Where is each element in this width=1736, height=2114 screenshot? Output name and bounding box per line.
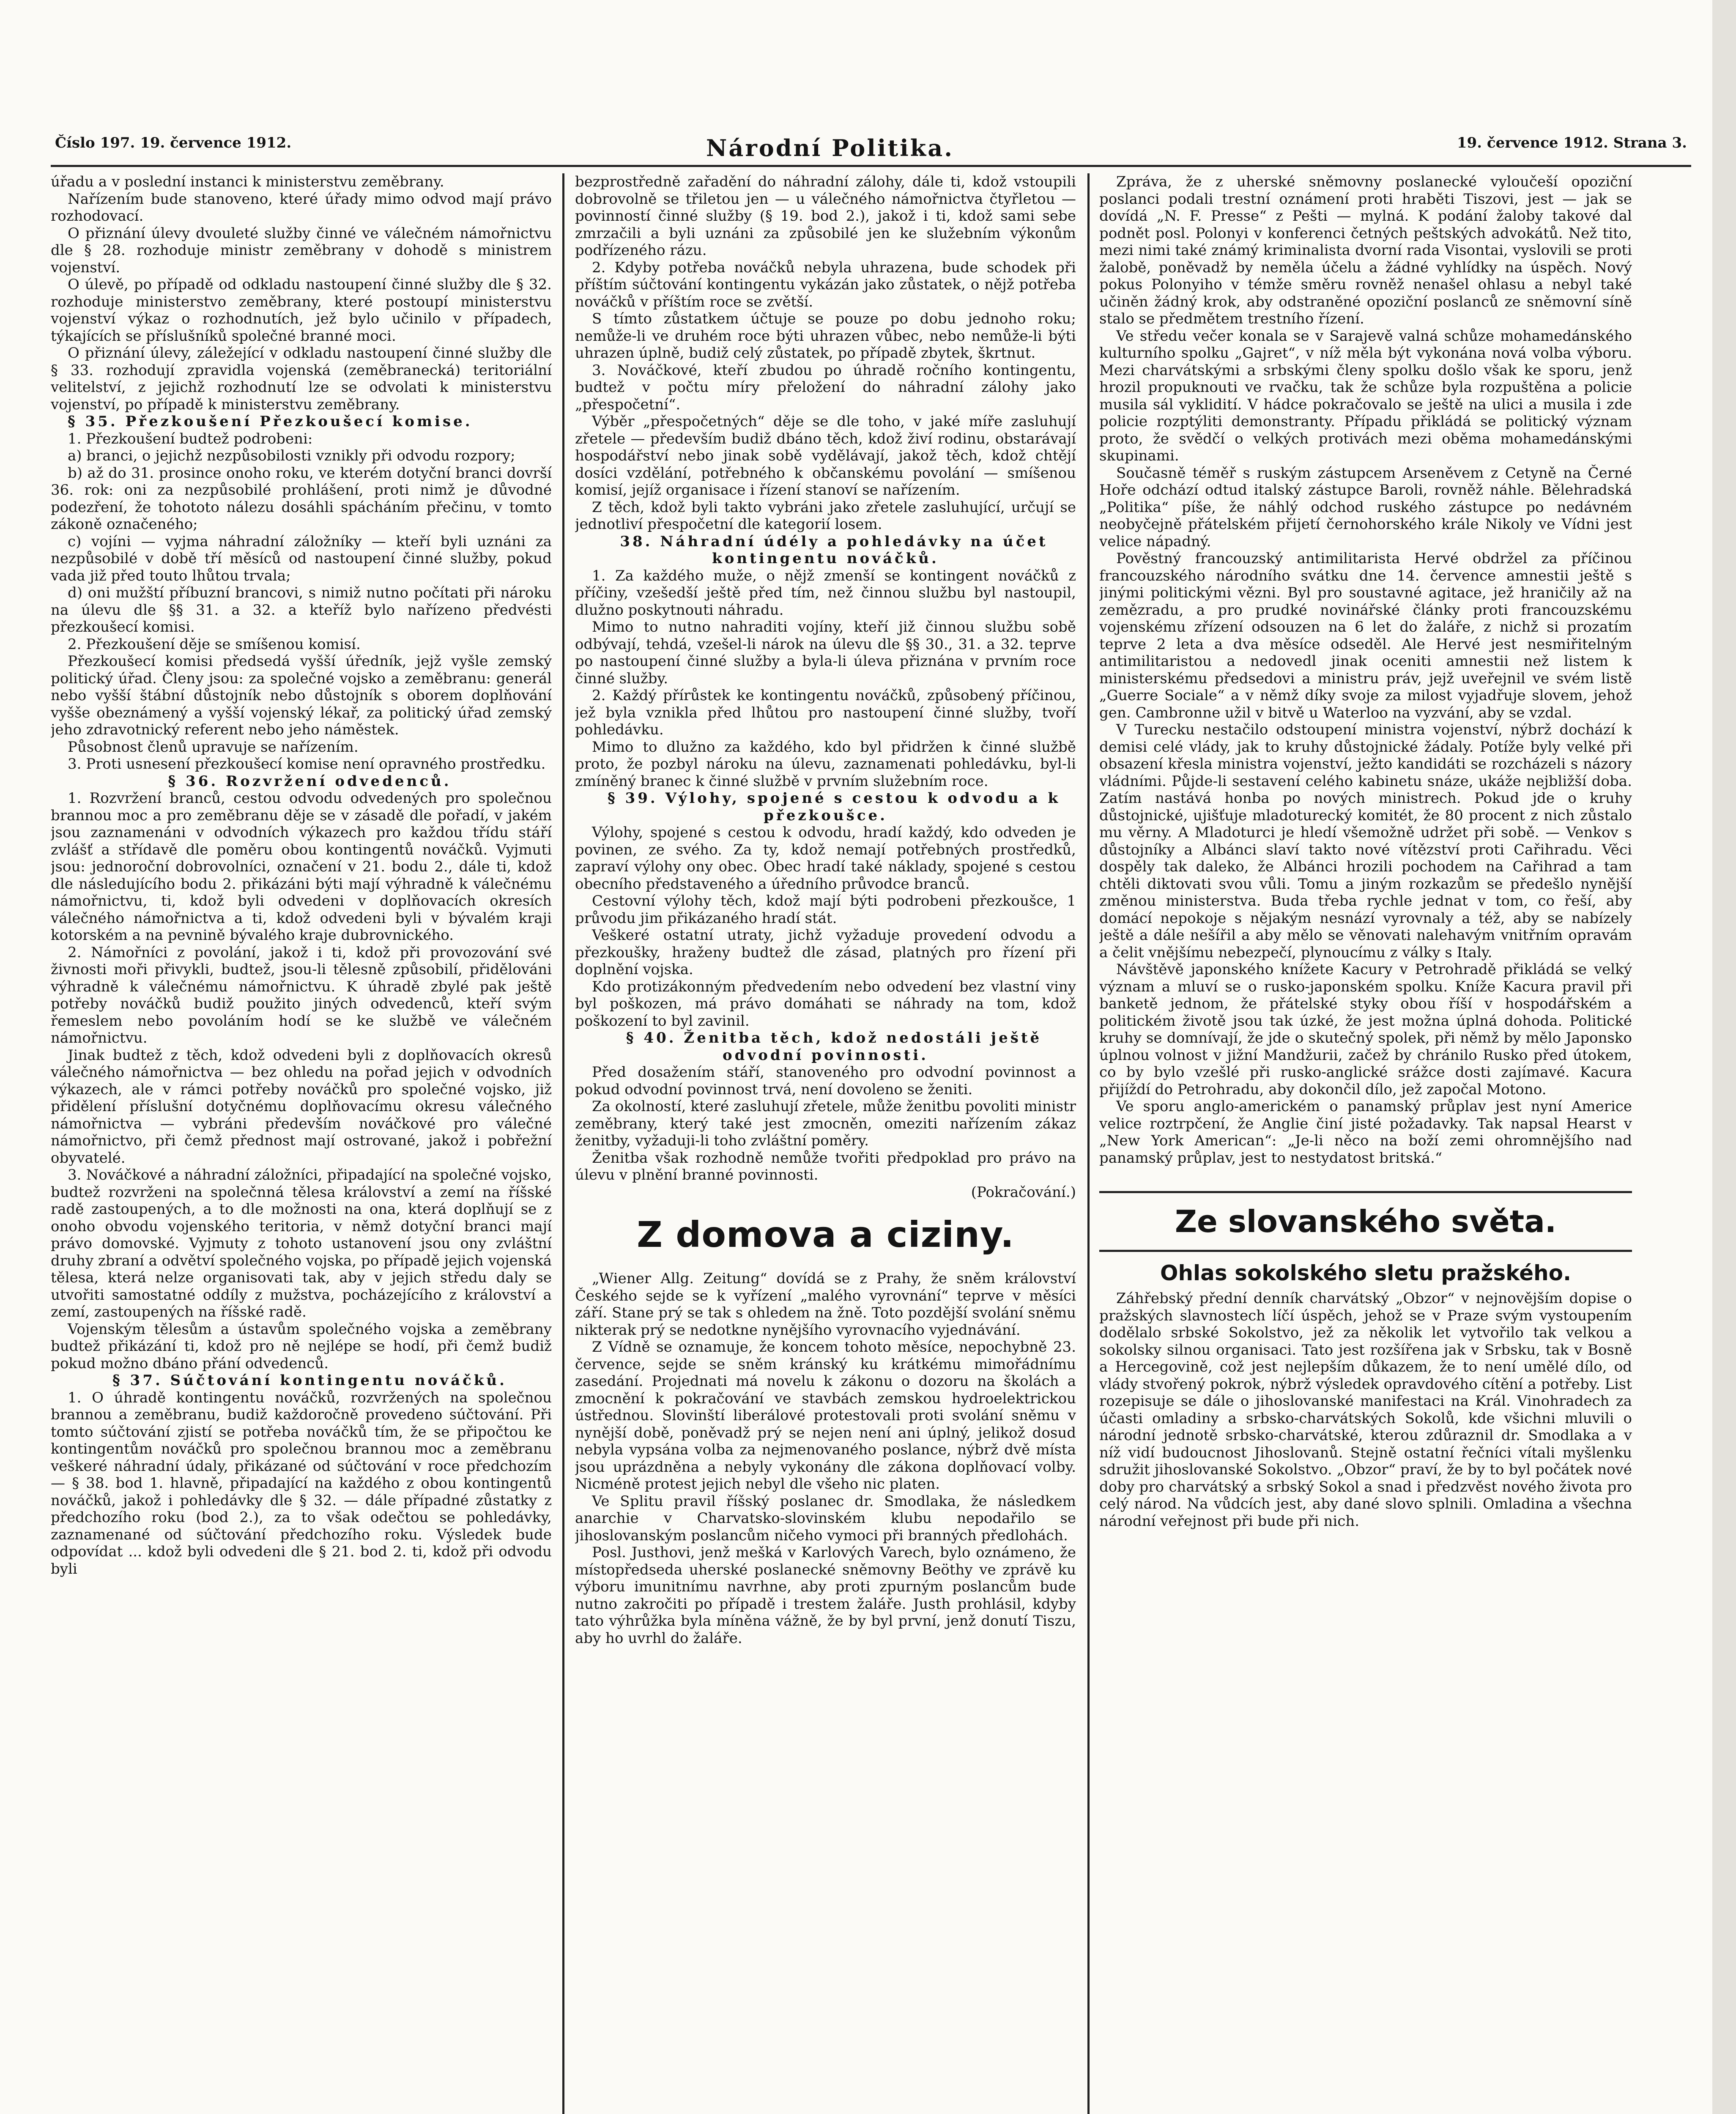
section-box-slavic-world bbox=[1099, 1191, 1632, 1252]
paragraph: 3. Nováčkové a náhradní záložníci, připadající na společné vojsko, budtež rozvrženi na společnná tělesa království a zemí na říšské radě zastoupených, a to dle možnosti na ona, která doplňují se z onoho obvodu vojenského teritoria, v němž dotyční branci mají právo domovské. Vyjmuty z tohoto ustanovení jsou ony zvláštní druhy zbraní a odvětví společného vojska, po případě jejich vojenská tělesa, která nelze organisovati tak, aby v jejich středu daly se utvořiti samostatné oddíly z mužstva, pocházejícího z království a zemí, zastoupených na říšské radě. bbox=[51, 1167, 552, 1320]
paragraph: V Turecku nestačilo odstoupení ministra vojenství, nýbrž dochází k demisi celé vlády, jak to kruhy důstojnické žádaly. Potíže byly velké při obsazení křesla ministra vojenství, ježto kandidáti se rozcházeli s názory vládními. Půjde-li sestavení celého kabinetu snáze, ukáže nejbližší doba. Zatím nastává honba po nových ministrech. Pokud jde o kruhy důstojnické, ujišťuje mladoturecký komitét, že 80 procent z nich zůstalo mu věrny. A Mladoturci je hledí všemožně udržet při sobě. — Venkov s důstojníky a Albánci slaví takto nové vítězství proti Cařihradu. Věci dospěly tak daleko, že Albánci hrozili pochodem na Cařihrad a tam chtěli diktovati svou vůli. Tomu a jiným rozkazům se předešlo nynější změnou ministerstva. Buda třeba rychle jednat v tom, co řeší, aby domácí nepokoje s nějakým nesnází vyrovnaly a též, aby se nabízely ještě a dále nešířil a aby mělo se věnovati nalehavým vnitřním opravám a čelit vnějšímu nebezpečí, plynoucímu z války s Italy. bbox=[1099, 721, 1632, 961]
section-heading: 38. Náhradní údély a pohledávky na účet kontingentu nováčků. bbox=[620, 533, 1048, 567]
column-rule bbox=[562, 173, 564, 2114]
paragraph: Výběr „přespočetných“ děje se dle toho, v jaké míře zasluhují zřetele — především budiž dbáno těch, kdož živí rodinu, obstarávají hospodářství nebo jinak sobě vydělávají, jakož těch, kdož chtějí dosíci vzdělání, potřebného k občanskému povolání — smíšenou komisí, jejíž organisace i řízení stanoví se nařízením. bbox=[575, 413, 1076, 498]
continuation-note: (Pokračování.) bbox=[971, 1183, 1076, 1201]
paragraph: úřadu a v poslední instanci k ministerstvu zeměbrany. bbox=[51, 173, 444, 190]
paragraph: O přiznání úlevy, záležející v odkladu nastoupení činné služby dle § 33. rozhodují zpravidla vojenská (zeměbranecká) teritoriální velitelství, z jejichž rozhodnutí lze se odvolati k ministerstvu vojenství, po případě k ministerstvu zeměbrany. bbox=[51, 345, 552, 413]
paragraph: Současně téměř s ruským zástupcem Arseněvem z Cetyně na Černé Hoře odchází odtud italský zástupce Baroli, rovněž náhle. Bělehradská „Politika“ píše, že náhlý odchod ruského zástupce po nedávném neobyčejně přátelském přijetí černohorského krále Nikoly ve Vídni jest velice nápadný. bbox=[1099, 464, 1632, 550]
paragraph: Ženitba však rozhodně nemůže tvořiti předpoklad pro právo na úlevu v plnění branné povinnosti. bbox=[575, 1149, 1076, 1183]
column-rule bbox=[1087, 173, 1090, 2114]
page-number-right: 19. července 1912. Strana 3. bbox=[1457, 134, 1687, 151]
paragraph: Mimo to dlužno za každého, kdo byl přidržen k činné službě proto, že pozbyl nároku na úlevu, zaznamenati pohledávku, byl-li zmíněný branec k činné službě v prvním služebním roce. bbox=[575, 738, 1076, 790]
paragraph: Působnost členů upravuje se nařízením. bbox=[68, 738, 359, 756]
column-1 bbox=[51, 173, 552, 2114]
section-heading: § 40. Ženitba těch, kdož nedostáli ještě odvodní povinnosti. bbox=[626, 1030, 1042, 1064]
paragraph: 1. Přezkoušení budtež podrobeni: bbox=[68, 430, 313, 447]
paragraph: Přezkoušecí komisi předsedá vyšší úředník, jejž vyšle zemský politický úřad. Členy jsou: za společné vojsko a zeměbranu: generál nebo vyšší štábní důstojník nebo důstojník s oborem doplňování vyšše obeznámený a vyšší vojenský lékař, za politický úřad zemský jeho zdravotnický referent nebo jeho náměstek. bbox=[51, 653, 552, 738]
section-heading: § 36. Rozvržení odvedenců. bbox=[168, 772, 452, 790]
paragraph: 3. Nováčkové, kteří zbudou po úhradě ročního kontingentu, budtež v počtu míry přeložení do náhradní zálohy jako „přespočetní“. bbox=[575, 361, 1076, 413]
paragraph: Zpráva, že z uherské sněmovny poslanecké vyloučeší opoziční poslanci podali trestní oznámení proti hraběti Tiszovi, jest — jak se dovídá „N. F. Presse“ z Pešti — mylná. K podání žaloby takové dal podnět posl. Polonyi v konferenci četných peštských advokátů. Než tito, mezi nimi také známý kriminalista dvorní rada Visontai, vyslovili se proti žalobě, poněvadž by neměla účelu a žádné vyhlídky na úspěch. Nový pokus Polonyiho v témže směru rovněž nenašel ohlasu a nebyl také učiněn žádný krok, aby odstraněné opoziční poslanců ze sněmovní síně stalo se předmětem trestního řízení. bbox=[1099, 173, 1632, 327]
paragraph: Posl. Justhovi, jenž mešká v Karlových Varech, bylo oznámeno, že místopředseda uherské poslanecké sněmovny Beöthy ve zprávě ku výboru imunitnímu navrhne, aby proti zpurným poslancům bude nutno zakročiti po případě i trestem žaláře. Justh prohlásil, kdyby tato výhrůžka byla míněna vážně, že by byl první, jenž donutí Tiszu, aby ho uvrhl do žaláře. bbox=[575, 1544, 1076, 1647]
paragraph: „Wiener Allg. Zeitung“ dovídá se z Prahy, že sněm království Českého sejde se k vyřízení „malého vyrovnání“ teprve v měsíci září. Stane prý se tak s ohledem na žně. Toto pozdější svolání sněmu nikterak prý se nedotkne nynějšího vyrovnacího vyjednávání. bbox=[575, 1270, 1076, 1339]
paragraph: 2. Kdyby potřeba nováčků nebyla uhrazena, bude schodek při příštím súčtování kontingentu vykázán jako zůstatek, o nějž potřeba nováčků v příštím roce se zvětší. bbox=[575, 259, 1076, 310]
running-head bbox=[51, 127, 1691, 167]
paragraph: Z těch, kdož byli takto vybráni jako zřetele zasluhující, určují se jednotliví přespočetní dle kategorií losem. bbox=[575, 498, 1076, 533]
paragraph: 1. Rozvržení branců, cestou odvodu odvedených pro společnou brannou moc a pro zeměbranu děje se v zásadě dle pořadí, v jakém jsou zaznamenáni v odvodních výkazech pro každou třídu stáří zvlášť a střídavě dle poměru obou kontingentů nováčků. Vyjmuti jsou: jednoroční dobrovolníci, označení v 21. bodu 2., dále ti, kdož dle následujícího bodu 2. přikázáni býti mají výhradně k válečnému námořnictvu, ti, kdož byli odvedeni v doplňovacích okresích válečného námořnictva a ti, kdož odvedeni byli v bývalém kraji kotorském a na pevnině bývalého kraje dubrovnického. bbox=[51, 790, 552, 944]
paragraph: S tímto zůstatkem účtuje se pouze po dobu jednoho roku; nemůže-li ve druhém roce býti uhrazen vůbec, nebo nemůže-li býti uhrazen úplně, budiž celý zůstatek, po případě zbytek, škrtnut. bbox=[575, 310, 1076, 361]
paragraph: 1. O úhradě kontingentu nováčků, rozvržených na společnou brannou a zeměbranu, budiž každoročně provedeno súčtování. Při tomto súčtování zjistí se potřeba nováčků tím, že se připočtou ke kontingentům nováčků pro společnou brannou moc a zeměbranu veškeré náhradní údaly, přikázané od súčtování v roce předchozím — § 38. bod 1. hlavně, připadající na každého z obou kontingentů nováčků, jakož i pohledávky dle § 32. — dále případné zůstatky z předchozího roku (bod 2.), za to však odečtou se pohledávky, zaznamenané od súčtování předchozího roku. Výsledek bude odpovídat ... kdož byli odvedeni dle § 21. bod 2. ti, kdož při odvodu byli bbox=[51, 1389, 552, 1577]
paragraph: Mimo to nutno nahraditi vojíny, kteří již činnou službu sobě odbývají, tehdá, vzešel-li nárok na úlevu dle §§ 30., 31. a 32. teprve po nastoupení činné služby a byla-li úleva přiznána v prvním roce činné služby. bbox=[575, 619, 1076, 687]
paragraph: a) branci, o jejichž nezpůsobilosti vznikly při odvodu rozpory; bbox=[68, 447, 515, 464]
paragraph: Nařízením bude stanoveno, které úřady mimo odvod mají právo rozhodovací. bbox=[51, 190, 552, 225]
paragraph: Veškeré ostatní utraty, jichž vyžaduje provedení odvodu a přezkoušky, hraženy budtež dle zásad, platných pro řízení při doplnění vojska. bbox=[575, 927, 1076, 978]
paragraph: Výlohy, spojené s cestou k odvodu, hradí každý, kdo odveden je povinen, ze svého. Za ty, kdož nemají potřebných prostředků, zapraví výlohy ony obec. Obec hradí také náklady, spojené s cestou obecního představeného a úředního průvodce branců. bbox=[575, 824, 1076, 893]
paragraph: Vojenským tělesům a ústavům společného vojska a zeměbrany budtež přikázání ti, kdož pro ně nejlépe se hodí, při čemž budiž pokud možno dbáno přání odvedenců. bbox=[51, 1320, 552, 1372]
section-title-slavic-world: Ze slovanského světa. bbox=[1175, 1204, 1557, 1239]
paragraph: Z Vídně se oznamuje, že koncem tohoto měsíce, nepochybně 23. července, sejde se sněm kránský ku krátkému mimořádnímu zasedání. Projednati má novelu k zákonu o dozoru na školách a zmocnění k pokračování ve stavbách zemskou hydroelektrickou ústřednou. Slovinští liberálové protestovali proti svolání sněmu v nynější době, poněvadž prý se nejen není ani úplný, jelikož dosud nebyla vypsána volba za nejmenovaného poslance, nýbrž dvě místa jsou uprázdněna a nebyly vykonány dle zákona doplňovací volby. Nicméně protest jejich nebyl dle všeho nic platen. bbox=[575, 1339, 1076, 1492]
paragraph: Ve sporu anglo-americkém o panamský průplav jest nyní Americe velice roztrpčení, že Anglie činí jisté požadavky. Tak napsal Hearst v „New York American“: „Je-li něco na boží zemi ohromnějšího nad panamský průplav, jest to nestydatost britská.“ bbox=[1099, 1098, 1632, 1167]
section-heading: § 35. Přezkoušení Přezkoušecí komise. bbox=[68, 413, 473, 430]
paragraph: d) oni mužští příbuzní brancovi, s nimiž nutno počítati při nároku na úlevu dle §§ 31. a 32. a kteříž bylo nařízeno předvésti přezkoušecí komisi. bbox=[51, 584, 552, 635]
paragraph: Pověstný francouzský antimilitarista Hervé obdržel za příčinou francouzského národního svátku dne 14. července amnestii ještě s jinými politickými vězni. Byl pro soustavné agitace, jež hraničily až na zemězradu, a pro prudké novinářské články proti francouzskému vojenskému zřízení odsouzen na 6 let do žaláře, z nichž si prozatím teprve 2 leta a dva měsíce odseděl. Ale Hervé jest nesmiřitelným antimilitaristou a nedovedl jinak oceniti amnestii než listem k ministerskému předsedovi a ministru práv, jejž uveřejnil ve svém listě „Guerre Sociale“ a v němž díky svoje za milost vyjadřuje slovem, jehož gen. Cambronne užil v bitvě u Waterloo na vyzvání, aby se vzdal. bbox=[1099, 550, 1632, 721]
issue-date-left: Číslo 197. 19. července 1912. bbox=[55, 134, 292, 151]
section-heading: § 37. Súčtování kontingentu nováčků. bbox=[112, 1372, 507, 1389]
paragraph: Záhřebský přední denník charvátský „Obzor“ v nejnovějším dopise o pražských slavnostech líčí úspěch, jehož se v Praze svým vystoupením dodělalo srbské Sokolstvo, jež za několik let vytvořilo tak velkou a sokolsky silnou organisaci. Tato jest rozšířena jak v Srbsku, tak v Bosně a Hercegovině, což jest nejlepším důkazem, že to není umělé dílo, od vlády stvořený pokrok, nýbrž výsledek opravdového cítění a potřeby. List rozepisuje se dále o jihoslovanské manifestaci na Král. Vinohradech za účasti omladiny a srbsko-charvátských Sokolů, kde všichni mluvili o národní jednotě srbsko-charvátské, kterou zdůraznil dr. Smodlaka a v níž vidí budoucnost Jihoslovanů. Stejně ostatní řečníci vítali myšlenku sdružit jihoslovanské Sokolstvo. „Obzor“ praví, že by to byl počátek nové doby pro charvátský a srbský Sokol a snad i předzvěst nového života pro celý národ. Na vůdcích jest, aby dané slovo splnili. Omladina a všechna národní veřejnost při bude při nich. bbox=[1099, 1290, 1632, 1530]
paragraph: b) až do 31. prosince onoho roku, ve kterém dotyční branci dovrší 36. rok: oni za nezpůsobilé prohlášení, proti nimž je důvodné podezření, že tohototo nálezu dosáhli spácháním přečinu, v tomto zákoně označeného; bbox=[51, 464, 552, 533]
paragraph: c) vojíni — vyjma náhradní záložníky — kteří byli uznáni za nezpůsobilé v době tří měsíců od nastoupení činné služby, pokud vada již před touto lhůtou trvala; bbox=[51, 533, 552, 584]
paragraph: O úlevě, po případě od odkladu nastoupení činné služby dle § 32. rozhoduje ministerstvo zeměbrany, které postoupí ministerstvu vojenství výkaz o rozhodnutích, jež bylo učinilo v případech, týkajících se příslušníků společné branné moci. bbox=[51, 276, 552, 345]
paragraph: O přiznání úlevy dvouleté služby činné ve válečném námořnictvu dle § 28. rozhoduje ministr zeměbrany v dohodě s ministrem vojenství. bbox=[51, 225, 552, 276]
paragraph: Za okolností, které zasluhují zřetele, může ženitbu povoliti ministr zeměbrany, který také jest zmocněn, omeziti nařízením zákaz ženitby, vyžaduji-li toho zvláštní poměry. bbox=[575, 1098, 1076, 1149]
paragraph: bezprostředně zařadění do náhradní zálohy, dále ti, kdož vstoupili dobrovolně se třiletou jen — u válečného námořnictva čtyřletou — povinností činné služby (§ 19. bod 2.), jakož i ti, kdož sami sebe zmrzačili a byli uznáni za způsobilé jen ke služebním výkonům podřízeného rázu. bbox=[575, 173, 1076, 259]
paragraph: 2. Námořníci z povolání, jakož i ti, kdož při provozování své živnosti moři přivykli, budtež, jsou-li tělesně způsobilí, přidělováni výhradně k válečnému námořnictvu. K úhradě zbylé pak ještě potřeby nováčků budiž použito jiných odvedenců, kteří svým řemeslem nebo povoláním hodí se ke službě ve válečném námořnictvu. bbox=[51, 944, 552, 1046]
paragraph: 1. Za každého muže, o nějž zmenší se kontingent nováčků z příčiny, vzešedší ještě před tím, než činnou službu byl nastoupil, dlužno poskytnouti náhradu. bbox=[575, 567, 1076, 619]
section-title-home-and-abroad: Z domova a ciziny. bbox=[637, 1214, 1014, 1255]
section-heading: § 39. Výlohy, spojené s cestou k odvodu a k přezkoušce. bbox=[608, 790, 1060, 824]
paragraph: 2. Přezkoušení děje se smíšenou komisí. bbox=[68, 635, 361, 653]
column-2 bbox=[575, 173, 1076, 2114]
paragraph: Jinak budtež z těch, kdož odvedeni byli z doplňovacích okresů válečného námořnictva — bez ohledu na pořad jejich v odvodních výkazech, ale v rámci potřeby nováčků pro společné vojsko, již přidělení příslušní dotyčnému doplňovacímu okresu válečného námořnictva — vybráni především nováčkové pro válečné námořnictvo, při čemž přednost mají ostrované, jakož i pobřežní obyvatelé. bbox=[51, 1046, 552, 1167]
paragraph: Návštěvě japonského knížete Kacury v Petrohradě přikládá se velký význam a mluví se o rusko-japonském spolku. Kníže Kacura pravil při banketě jednom, že přátelské styky obou říší v hospodářském a politickém životě jsou tak úzké, že jest možna úplná dohoda. Politické kruhy se domnívají, že jde o skutečný spolek, při němž by mělo Japonsko úplnou volnost v jižní Mandžurii, začež by chránilo Rusko před útokem, co by bylo vzešlé při rusko-anglické srážce dosti zajímavé. Kacura přijíždí do Petrohradu, aby dokončil dílo, jež započal Motono. bbox=[1099, 961, 1632, 1098]
paragraph: Ve Splitu pravil říšský poslanec dr. Smodlaka, že následkem anarchie v Charvatsko-slovinském klubu nepodařilo se jihoslovanským poslancům ničeho vymoci při branných předlohách. bbox=[575, 1492, 1076, 1544]
column-3 bbox=[1099, 173, 1632, 2114]
scan-margin bbox=[1712, 0, 1736, 2114]
paragraph: Kdo protizákonným předvedením nebo odvedení bez vlastní viny byl poškozen, má právo domáhati se náhrady na tom, kdož poškození to byl zavinil. bbox=[575, 978, 1076, 1030]
paragraph: Cestovní výlohy těch, kdož mají býti podrobeni přezkoušce, 1 průvodu jim přikázaného hradí stát. bbox=[575, 893, 1076, 927]
masthead-title: Národní Politika. bbox=[706, 134, 954, 162]
paragraph: 3. Proti usnesení přezkoušecí komise není opravného prostředku. bbox=[68, 756, 546, 772]
article-title-sokol-echo: Ohlas sokolského sletu pražského. bbox=[1160, 1261, 1572, 1285]
paragraph: Před dosažením stáří, stanoveného pro odvodní povinnost a pokud odvodní povinnost trvá, není dovoleno se ženiti. bbox=[575, 1064, 1076, 1098]
paragraph: Ve středu večer konala se v Sarajevě valná schůze mohamedánského kulturního spolku „Gajret“, v níž měla být vykonána nová volba výboru. Mezi charvátskými a srbskými členy spolku došlo však ke sporu, jenž hrozil propuknouti ve rvačku, tak že schůze byla rozpuštěna a policie musila sál vyklidití. V hádce pokračovalo se ještě na ulici a musila i zde policie rozptýliti demonstranty. Případu přikládá se politický význam proto, že svědčí o velkých protivách mezi oběma mohamedánskými skupinami. bbox=[1099, 327, 1632, 464]
paragraph: 2. Každý přírůstek ke kontingentu nováčků, způsobený příčinou, jež byla vznikla před lhůtou pro nastoupení činné služby, tvoří pohledávku. bbox=[575, 687, 1076, 738]
